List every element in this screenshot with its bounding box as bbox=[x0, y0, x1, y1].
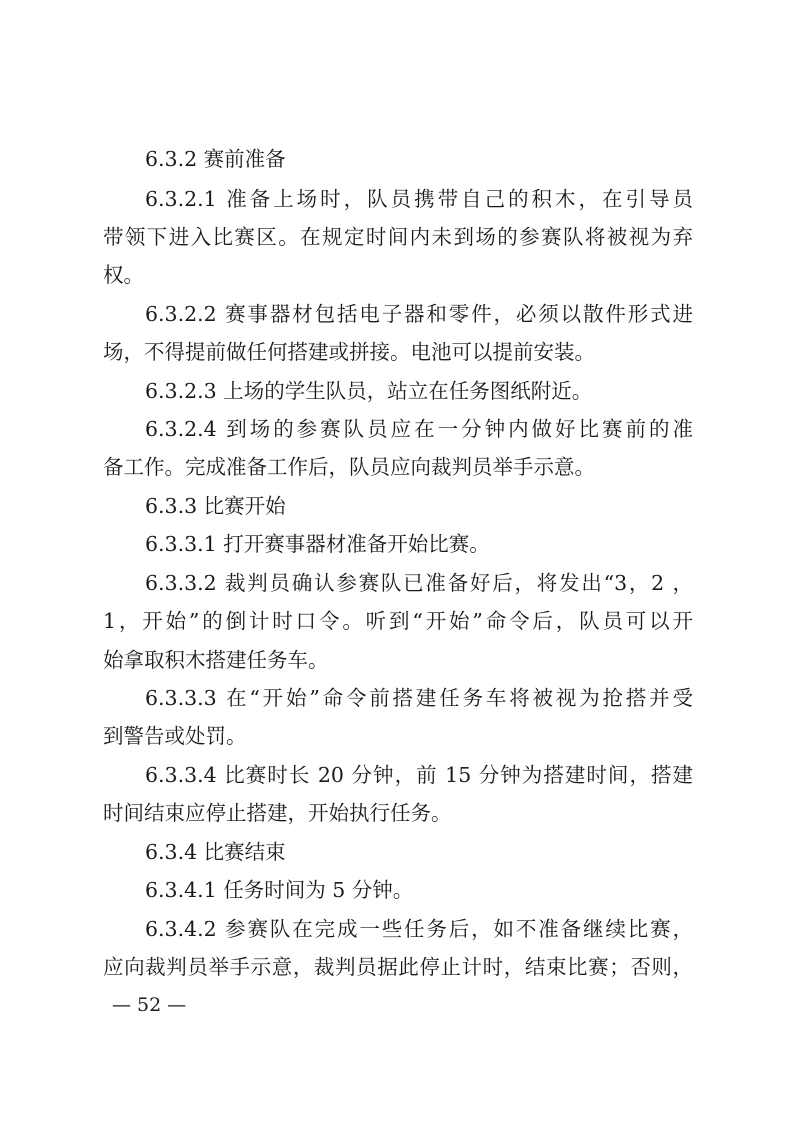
text-line: 6.3.4.2 参赛队在完成一些任务后，如不准备继续比赛， bbox=[145, 917, 693, 941]
text-line: 权。 bbox=[103, 263, 144, 287]
text-line: 6.3.2.1 准备上场时，队员携带自己的积木，在引导员 bbox=[145, 187, 693, 211]
text-line: 6.3.3.4 比赛时长 20 分钟，前 15 分钟为搭建时间，搭建 bbox=[145, 763, 693, 787]
section-heading: 6.3.2 赛前准备 bbox=[145, 147, 286, 171]
text-line: 带领下进入比赛区。在规定时间内未到场的参赛队将被视为弃 bbox=[103, 225, 693, 249]
text-line: 6.3.2.2 赛事器材包括电子器和零件，必须以散件形式进 bbox=[145, 302, 693, 326]
text-line: 6.3.3.2 裁判员确认参赛队已准备好后，将发出“3，2 ， bbox=[145, 571, 693, 595]
text-line: 时间结束应停止搭建，开始执行任务。 bbox=[103, 801, 452, 825]
text-line: 6.3.3.1 打开赛事器材准备开始比赛。 bbox=[145, 532, 490, 556]
section-heading: 6.3.3 比赛开始 bbox=[145, 494, 286, 518]
text-line: 始拿取积木搭建任务车。 bbox=[103, 648, 329, 672]
text-line: 到警告或处罚。 bbox=[103, 724, 247, 748]
text-line: 6.3.2.3 上场的学生队员，站立在任务图纸附近。 bbox=[145, 379, 593, 403]
text-line: 场，不得提前做任何搭建或拼接。电池可以提前安装。 bbox=[103, 340, 595, 364]
text-line: 6.3.2.4 到场的参赛队员应在一分钟内做好比赛前的准 bbox=[145, 417, 693, 441]
text-line: 备工作。完成准备工作后，队员应向裁判员举手示意。 bbox=[103, 455, 595, 479]
page-number: — 52 — bbox=[112, 994, 187, 1016]
section-heading: 6.3.4 比赛结束 bbox=[145, 840, 286, 864]
text-line: 6.3.3.3 在“开始”命令前搭建任务车将被视为抢搭并受 bbox=[145, 686, 693, 710]
text-line: 1，开始”的倒计时口令。听到“开始”命令后，队员可以开 bbox=[103, 609, 693, 633]
text-line: 6.3.4.1 任务时间为 5 分钟。 bbox=[145, 878, 414, 902]
text-line: 应向裁判员举手示意，裁判员据此停止计时，结束比赛；否则， bbox=[103, 955, 693, 979]
